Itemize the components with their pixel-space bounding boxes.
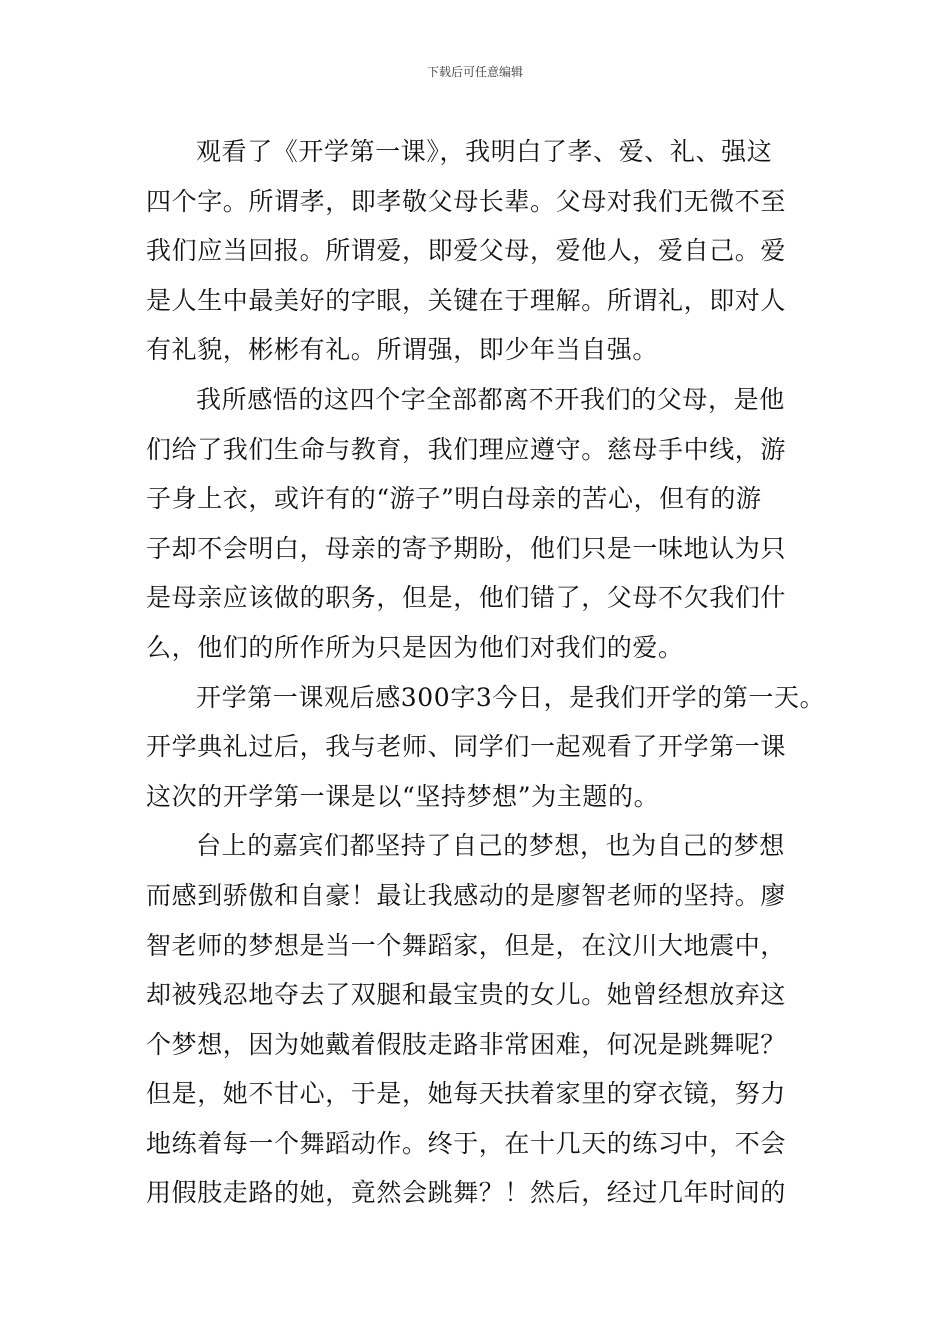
text-line: 却被残忍地夺去了双腿和最宝贵的女儿。她曾经想放弃这 — [146, 980, 787, 1010]
text-line: 这次的开学第一课是以“坚持梦想”为主题的。 — [146, 781, 660, 811]
text-line: 用假肢走路的她，竟然会跳舞？！然后，经过几年时间的 — [146, 1178, 787, 1208]
text-line: 开学第一课观后感300字3今日，是我们开学的第一天。 — [196, 682, 826, 712]
text-line: 我们应当回报。所谓爱，即爱父母，爱他人，爱自己。爱 — [146, 236, 787, 266]
text-line: 是人生中最美好的字眼，关键在于理解。所谓礼，即对人 — [146, 285, 787, 315]
text-line: 智老师的梦想是当一个舞蹈家，但是，在汶川大地震中， — [146, 930, 787, 960]
text-line: 们给了我们生命与教育，我们理应遵守。慈母手中线，游 — [146, 434, 787, 464]
text-line: 开学典礼过后，我与老师、同学们一起观看了开学第一课 — [146, 732, 787, 762]
text-line: 观看了《开学第一课》，我明白了孝、爱、礼、强这 — [196, 137, 773, 166]
page-header: 下载后可任意编辑 — [426, 65, 523, 79]
text-line: 个梦想，因为她戴着假肢走路非常困难，何况是跳舞呢？ — [146, 1029, 787, 1059]
document-body — [146, 127, 836, 1218]
text-line: 子却不会明白，母亲的寄予期盼，他们只是一味地认为只 — [146, 533, 787, 563]
text-line: 么，他们的所作所为只是因为他们对我们的爱。 — [146, 632, 684, 662]
text-line: 是母亲应该做的职务，但是，他们错了，父母不欠我们什 — [146, 583, 787, 613]
text-line: 地练着每一个舞蹈动作。终于，在十几天的练习中，不会 — [146, 1128, 787, 1158]
text-line: 但是，她不甘心，于是，她每天扶着家里的穿衣镜，努力 — [146, 1079, 787, 1109]
text-line: 子身上衣，或许有的“游子”明白母亲的苦心，但有的游 — [146, 484, 762, 514]
text-line: 而感到骄傲和自豪！最让我感动的是廖智老师的坚持。廖 — [146, 880, 787, 910]
text-line: 台上的嘉宾们都坚持了自己的梦想，也为自己的梦想 — [196, 831, 785, 861]
text-line: 四个字。所谓孝，即孝敬父母长辈。父母对我们无微不至 — [146, 186, 787, 216]
text-line: 有礼貌，彬彬有礼。所谓强，即少年当自强。 — [146, 335, 659, 365]
text-line: 我所感悟的这四个字全部都离不开我们的父母，是他 — [196, 384, 785, 414]
